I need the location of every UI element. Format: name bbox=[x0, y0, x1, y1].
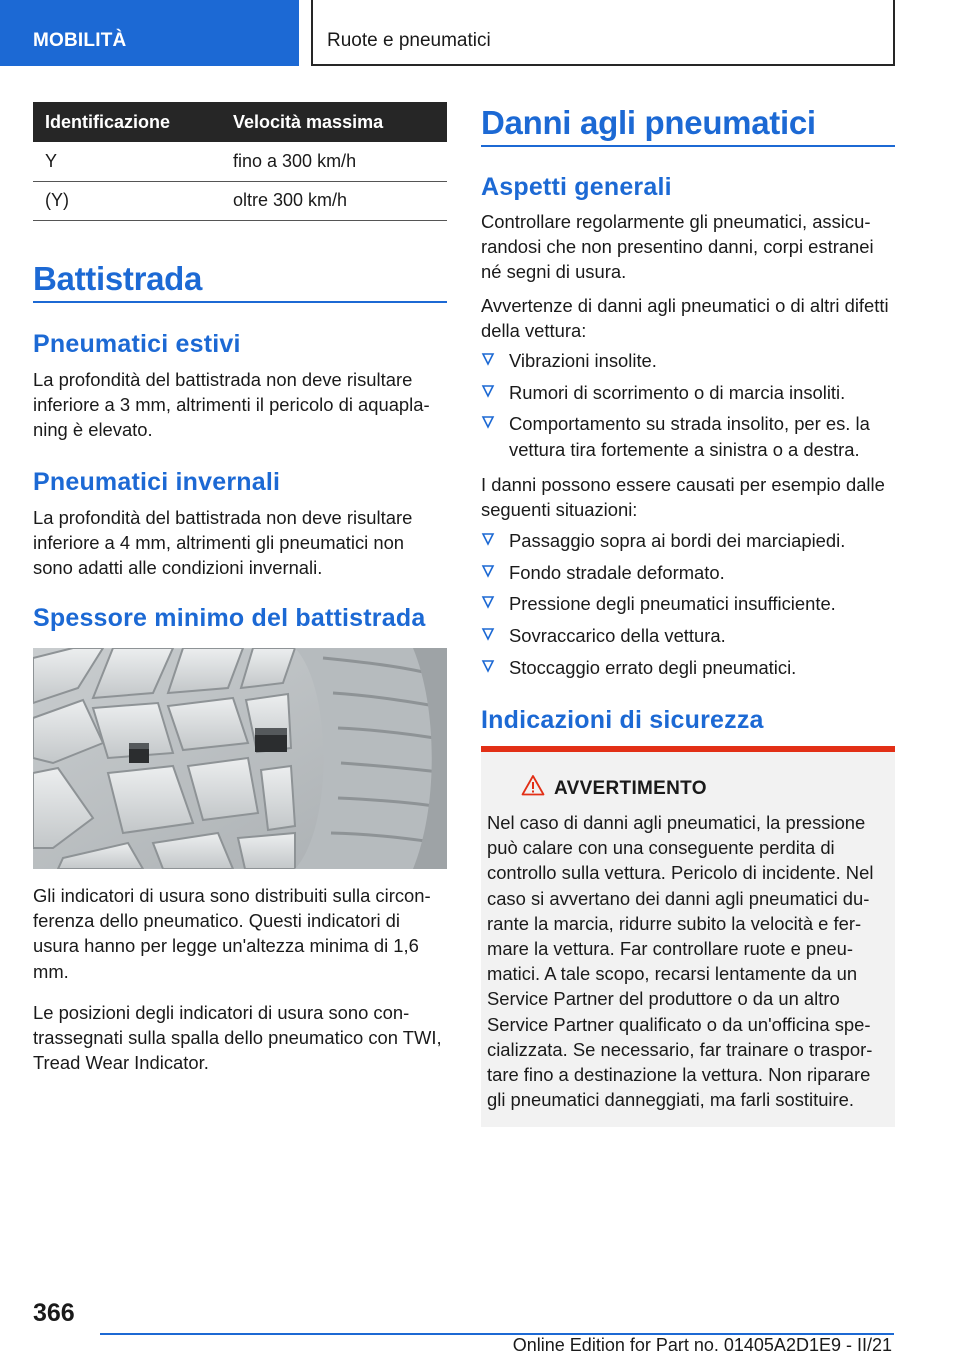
triangle-bullet-icon bbox=[481, 594, 495, 610]
warning-triangle-icon bbox=[521, 774, 545, 796]
table-cell: oltre 300 km/h bbox=[219, 181, 447, 220]
heading-general-aspects: Aspetti generali bbox=[481, 173, 672, 201]
list-item bbox=[481, 348, 895, 373]
triangle-bullet-icon bbox=[481, 658, 495, 674]
triangle-bullet-icon bbox=[481, 414, 495, 430]
list-item bbox=[481, 655, 895, 680]
list-item-text: Pressione degli pneumatici insufficiente. bbox=[509, 593, 836, 615]
heading-battistrada: Battistrada bbox=[33, 260, 203, 297]
wear-indicator-text: Gli indicatori di usura sono distribuiti sulla circonferenza dello pneumatico. Questi indicatori di usura hanno per legge un'altezza minima di 1,6 mm. bbox=[33, 885, 431, 982]
list-item-text: Vibrazioni insolite. bbox=[509, 350, 657, 371]
triangle-bullet-icon bbox=[481, 531, 495, 547]
general-text-2: Avvertenze di danni agli pneumatici o di altri difetti della vettura: bbox=[481, 295, 889, 342]
warning-title: AVVERTIMENTO bbox=[554, 778, 707, 799]
page-number: 366 bbox=[33, 1299, 75, 1327]
heading-winter-tyres: Pneumatici invernali bbox=[33, 468, 281, 496]
tread-wear-indicator-image bbox=[33, 648, 447, 869]
heading-rule bbox=[33, 301, 447, 303]
table-row bbox=[33, 142, 447, 181]
chapter-title: Ruote e pneumatici bbox=[327, 30, 491, 51]
list-item bbox=[481, 560, 895, 585]
list-item bbox=[481, 623, 895, 648]
twi-position-text: Le posizioni degli indicatori di usura sono contrassegnati sulla spalla dello pneumatico con TWI, Tread Wear Indicator. bbox=[33, 1002, 442, 1074]
damage-signs-list bbox=[481, 348, 895, 468]
list-item-text: Fondo stradale deformato. bbox=[509, 561, 725, 583]
warning-box bbox=[481, 746, 895, 1127]
winter-tyres-text: La profondità del battistrada non deve risultare inferiore a 4 mm, altrimenti gli pneumatici non sono adatti alle condizioni invernali. bbox=[33, 507, 413, 579]
heading-safety: Indicazioni di sicurezza bbox=[481, 706, 764, 734]
table-row bbox=[33, 181, 447, 220]
table-cell: fino a 300 km/h bbox=[219, 142, 447, 181]
list-item bbox=[481, 411, 895, 461]
chapter-header bbox=[311, 0, 895, 66]
triangle-bullet-icon bbox=[481, 351, 495, 367]
triangle-bullet-icon bbox=[481, 626, 495, 642]
speed-rating-table bbox=[33, 102, 447, 221]
heading-min-tread: Spessore minimo del battistrada bbox=[33, 604, 426, 632]
table-header-cell: Identificazione bbox=[33, 102, 219, 142]
heading-rule bbox=[481, 145, 895, 147]
summer-tyres-text: La profondità del battistrada non deve risultare inferiore a 3 mm, altrimenti il pericolo di aquaplaning è elevato. bbox=[33, 369, 430, 441]
warning-text: Nel caso di danni agli pneumatici, la pressione può calare con una conseguente perdita di controllo sulla vettura. Pericolo di incidente. Nel caso si avvertano dei danni agli pneumatici durante la marcia, ridurre subito la velocità e fermare la vettura. Far controllare ruote e pneumatici. A tale scopo, recarsi lentamente da un Service Partner del produttore o da un altro Service Partner qualificato o da un'officina specializzata. Se necessario, far trainare o trasportare fino a destinazione la vettura. Non riparare gli pneumatici danneggiati, ma farli sostituire. bbox=[487, 812, 874, 1111]
table-cell: Y bbox=[33, 142, 219, 181]
list-item bbox=[481, 591, 895, 616]
list-item-text: Stoccaggio errato degli pneumatici. bbox=[509, 656, 797, 678]
table-header-row bbox=[33, 102, 447, 142]
list-item-text: Sovraccarico della vettura. bbox=[509, 625, 726, 647]
table-header-cell: Velocità massima bbox=[219, 102, 447, 142]
heading-summer-tyres: Pneumatici estivi bbox=[33, 330, 241, 358]
general-text-3: I danni possono essere causati per esempio dalle seguenti situazioni: bbox=[481, 474, 885, 521]
section-title: MOBILITÀ bbox=[33, 30, 127, 51]
general-text-1: Controllare regolarmente gli pneumatici, assicurandosi che non presentino danni, corpi estranei né segni di usura. bbox=[481, 211, 874, 283]
triangle-bullet-icon bbox=[481, 563, 495, 579]
heading-tyre-damage: Danni agli pneumatici bbox=[481, 104, 816, 141]
triangle-bullet-icon bbox=[481, 383, 495, 399]
list-item bbox=[481, 528, 895, 553]
list-item-text: Passaggio sopra ai bordi dei marciapiedi. bbox=[509, 530, 846, 551]
list-item-text: Rumori di scorrimento o di marcia insoliti. bbox=[509, 381, 846, 403]
edition-text: Online Edition for Part no. 01405A2D1E9 - II/21 bbox=[512, 1335, 892, 1355]
table-cell: (Y) bbox=[33, 181, 219, 220]
list-item bbox=[481, 380, 895, 405]
section-tab bbox=[0, 0, 299, 66]
list-item-text: Comportamento su strada insolito, per es. la vettura tira fortemente a sinistra o a destra. bbox=[509, 413, 870, 460]
damage-causes-list bbox=[481, 528, 895, 687]
